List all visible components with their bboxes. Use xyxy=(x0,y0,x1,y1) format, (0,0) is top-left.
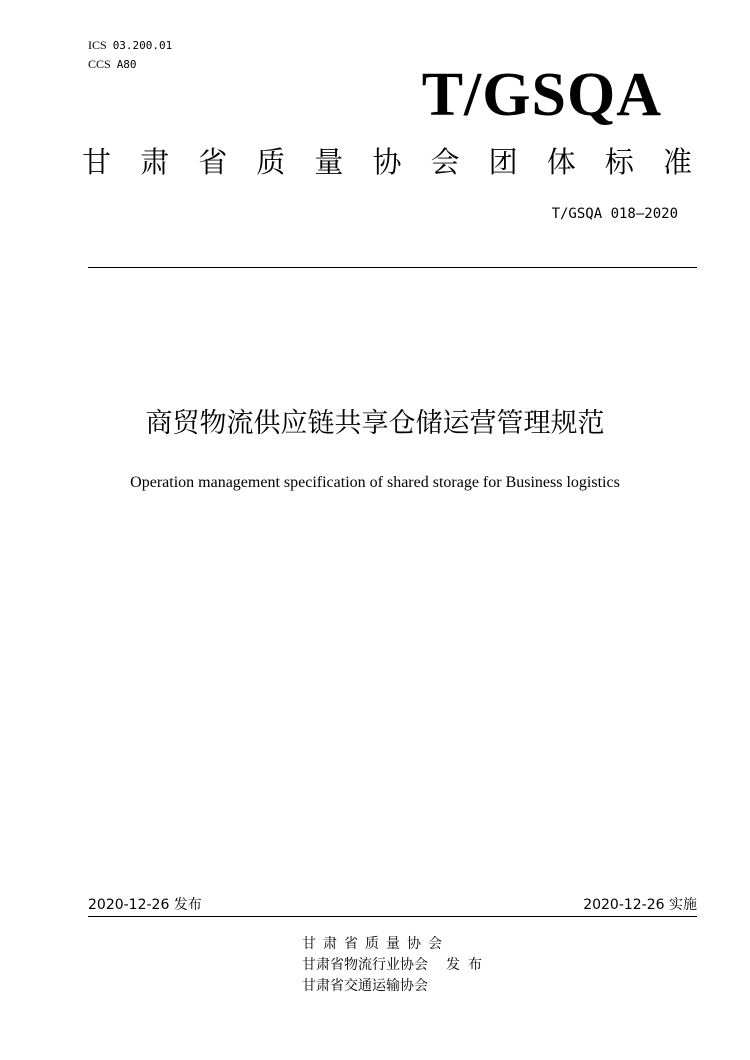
org-char: 标 xyxy=(604,145,634,179)
header-divider xyxy=(88,267,697,268)
org-char: 体 xyxy=(546,145,576,179)
ccs-line xyxy=(88,57,137,72)
org-char: 质 xyxy=(256,145,286,179)
issuing-organizations xyxy=(302,934,490,997)
org-char: 团 xyxy=(488,145,518,179)
document-title-chinese: 商贸物流供应链共享仓储运营管理规范 xyxy=(145,408,605,439)
issuer-name: 甘肃省物流行业协会 xyxy=(302,957,428,973)
org-char: 会 xyxy=(430,145,460,179)
footer-divider xyxy=(88,916,697,917)
issuer-row xyxy=(302,976,490,997)
standard-number: T/GSQA 018—2020 xyxy=(551,206,678,222)
ics-code: 03.200.01 xyxy=(112,39,173,52)
issuer-name: 甘肃省交通运输协会 xyxy=(302,978,428,994)
issue-word: 发布 xyxy=(446,957,490,973)
org-char: 量 xyxy=(314,145,344,179)
org-char: 甘 xyxy=(82,145,112,179)
org-char: 准 xyxy=(662,145,692,179)
publish-date: 2020-12-26 发布 xyxy=(88,897,202,913)
org-char: 肃 xyxy=(140,145,170,179)
org-char: 协 xyxy=(372,145,402,179)
org-char: 省 xyxy=(198,145,228,179)
ccs-code: A80 xyxy=(116,58,137,71)
issuer-row xyxy=(302,955,490,976)
ics-label: ICS xyxy=(88,38,107,52)
implement-date: 2020-12-26 实施 xyxy=(583,897,697,913)
org-standard-title xyxy=(82,142,692,182)
ccs-label: CCS xyxy=(88,57,111,71)
document-title-english: Operation management specification of shared storage for Business logistics xyxy=(130,474,620,491)
standard-logo: T/GSQA xyxy=(421,61,662,129)
issuer-name: 甘肃省质量协会 xyxy=(302,936,449,952)
issuer-row xyxy=(302,934,490,955)
ics-line xyxy=(88,38,172,53)
